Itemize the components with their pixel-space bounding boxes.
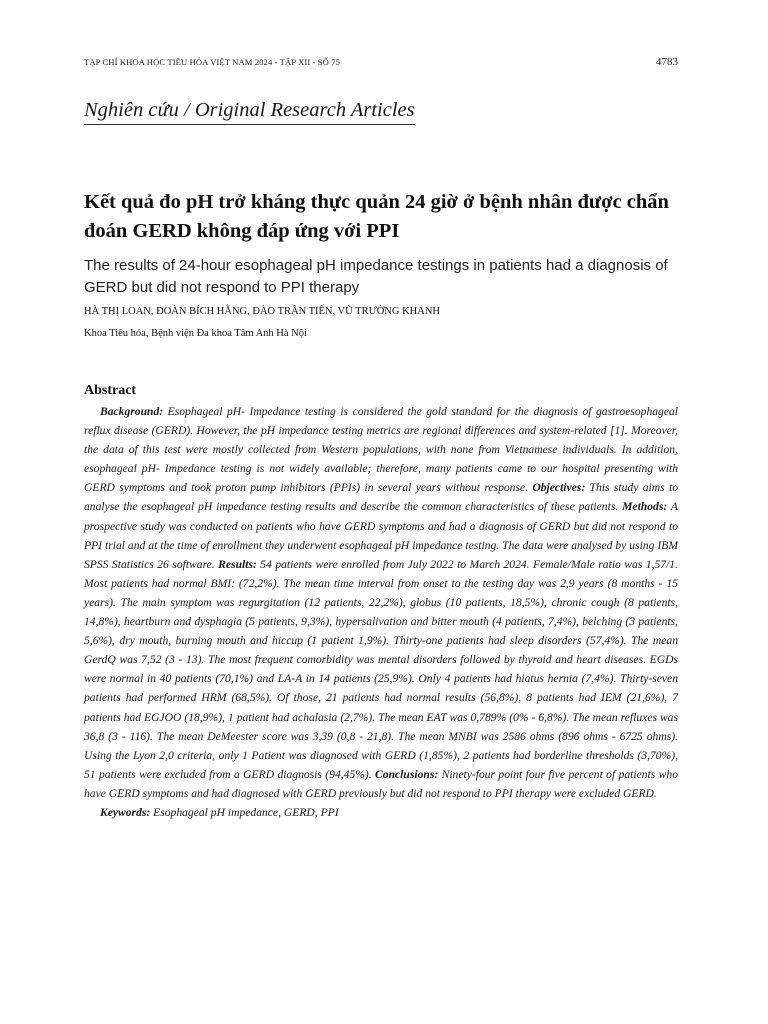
affiliation: Khoa Tiêu hóa, Bệnh viện Đa khoa Tâm Anh Hà Nội: [84, 328, 307, 339]
conclusions-text: Ninety-four point four five percent of patients who have GERD symptoms and had diagnosed with GERD previously but did not respond to PPI therapy were excluded GERD.: [84, 767, 678, 800]
page-number: 4783: [656, 56, 678, 68]
abstract-heading: Abstract: [84, 383, 137, 398]
conclusions-label: Conclusions:: [375, 767, 439, 781]
title-english: The results of 24-hour esophageal pH impedance testings in patients had a diagnosis of GERD but did not respond to PPI therapy: [84, 257, 668, 296]
abstract-paragraph: [84, 402, 678, 803]
results-text: 54 patients were enrolled from July 2022 to March 2024. Female/Male ratio was 1,57/1. Most patients had normal BMI: (72,2%). The mean time interval from onset to the testing day was 2,9 years (8 months - 15 years). The main symptom was regurgitation (12 patients, 22,2%), globus (10 patients, 18,5%), chronic cough (8 patients, 14,8%), heartburn and dysphagia (5 patients, 9,3%), hypersalivation and bitter mouth (4 patients, 7,4%), belching (3 patients, 5,6%), dry mouth, burning mouth and hiccup (1 patient 1,9%). Thirty-one patients had sleep disorders (57,4%). The mean GerdQ was 7,52 (3 - 13). The most frequent comorbidity was mental disorders followed by thyroid and heart diseases. EGDs were normal in 40 patients (70,1%) and LA-A in 14 patients (25,9%). Only 4 patients had hiatus hernia (7,4%). Thirty-seven patients had performed HRM (68,5%). Of those, 21 patients had normal results (56,8%), 8 patients had IEM (21,6%), 7 patients had EGJOO (18,9%), 1 patient had achalasia (2,7%). The mean EAT was 0,789% (0% - 6,8%). The mean refluxes was 36,8 (3 - 116). The mean DeMeester score was 3,39 (0,8 - 21,8). The mean MNBI was 2586 ohms (896 ohms - 6725 ohms). Using the Lyon 2,0 criteria, only 1 Patient was diagnosed with GERD (1,85%), 2 patients had borderline thresholds (3,70%), 51 patients were excluded from a GERD diagnosis (94,45%).: [84, 557, 678, 781]
author-list: HÀ THỊ LOAN, ĐOÀN BÍCH HẰNG, ĐÀO TRẦN TIẾN, VŨ TRƯỜNG KHANH: [84, 306, 441, 317]
journal-header: TẠP CHÍ KHOA HỌC TIÊU HÓA VIỆT NAM 2024 - TẬP XII - SỐ 75: [84, 57, 341, 67]
title-vietnamese: Kết quả đo pH trở kháng thực quản 24 giờ ở bệnh nhân được chẩn đoán GERD không đáp ứng với PPI: [84, 191, 669, 242]
keywords-line: [84, 803, 678, 822]
methods-text: A prospective study was conducted on patients who have GERD symptoms and had a diagnosis of GERD but did not respond to PPI trial and at the time of enrollment they underwent esophageal pH impedance testing. The data were analysed by using IBM SPSS Statistics 26 software.: [84, 500, 678, 571]
keywords-text: Esophageal pH impedance, GERD, PPI: [150, 805, 339, 819]
background-label: Background:: [100, 405, 164, 418]
methods-label: Methods:: [622, 500, 668, 514]
results-label: Results:: [218, 557, 257, 571]
section-label: Nghiên cứu / Original Research Articles: [84, 99, 415, 125]
keywords-label: Keywords:: [100, 805, 151, 819]
background-text: Esophageal pH- Impedance testing is considered the gold standard for the diagnosis of gastroesophageal reflux disease (GERD). However, the pH impedance testing metrics are regional differences and system-related [1]. Moreover, the data of this test were mostly collected from Western populations, with none from Vietnamese individuals. In addition, esophageal pH- Impedance testing is not widely available; therefore, many patients came to our hospital presenting with GERD symptoms and took proton pump inhibitors (PPIs) in several years without response.: [84, 405, 678, 495]
objectives-label: Objectives:: [532, 481, 586, 495]
abstract-body: [84, 402, 678, 822]
objectives-text: This study aims to analyse the esophageal pH impedance testing results and describe the common characteristics of these patients.: [84, 481, 679, 514]
